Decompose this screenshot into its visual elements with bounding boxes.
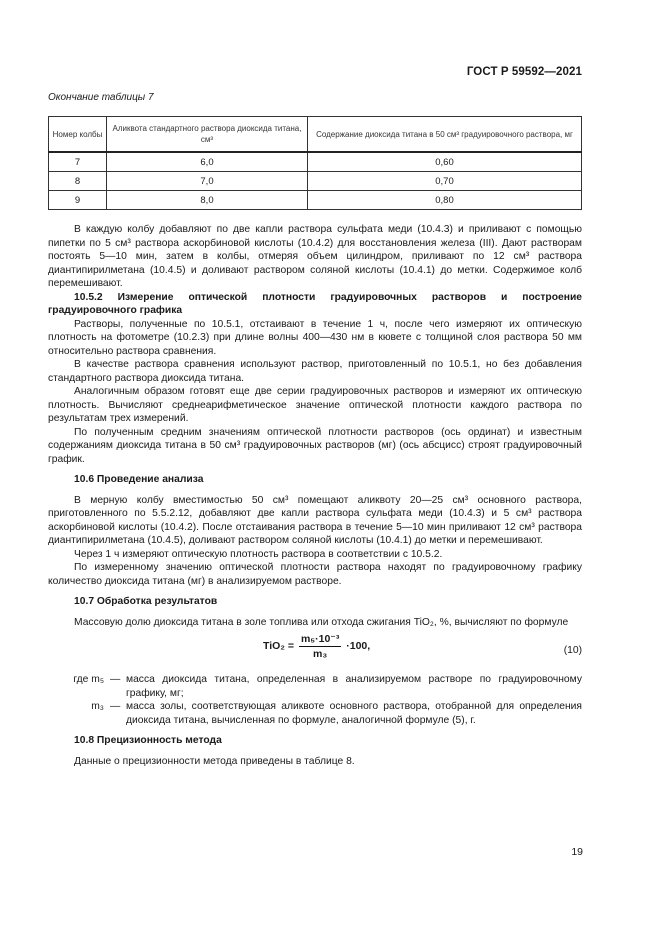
table-7 [48, 116, 582, 210]
formula-lhs: TiO₂ = [263, 639, 295, 652]
where-text: масса диоксида титана, определенная в анализируемом растворе по градуировочному графику, мг; [126, 674, 582, 699]
paragraph: Аналогичным образом готовят еще две серии градуировочных растворов и измеряют их оптическую плотность. Вычисляют среднеарифметическое значение оптической плотности каждого раствора по результатам трех измерений. [48, 386, 582, 424]
table-cell: 8 [49, 172, 107, 191]
where-text: масса золы, соответствующая аликвоте основного раствора, отобранной для определения диоксида титана, вычисленная по формуле, аналогичной формуле (5), г. [126, 701, 582, 726]
table-caption: Окончание таблицы 7 [48, 92, 154, 103]
paragraph: В каждую колбу добавляют по две капли раствора сульфата меди (10.4.3) и приливают с помощью пипетки по 5 см³ раствора аскорбиновой кислоты (10.4.2) для восстановления железа (III). Дают растворам постоять 5—10 мин, затем в колбы, отмеряя объем цилиндром, приливают по 12 см³ раствора диантипирилметана (10.4.5) и доливают раствором соляной кислоты (10.4.1) до метки. Содержимое колб перемешивают. [48, 224, 582, 289]
formula-rhs: ·100, [346, 639, 371, 652]
table-cell: 9 [49, 191, 107, 210]
formula-numerator: m₅·10⁻³ [300, 633, 340, 645]
paragraph: Растворы, полученные по 10.5.1, отстаивают в течение 1 ч, после чего измеряют их оптическую плотность на фотометре (10.2.3) при длине волны 400—430 нм в кювете с толщиной слоя раствора 50 мм относительно раствора сравнения. [48, 318, 582, 357]
table-cell: 8,0 [107, 191, 308, 210]
table-row [49, 172, 582, 191]
table-row [49, 152, 582, 172]
section-heading-10-7: 10.7 Обработка результатов [74, 596, 218, 607]
paragraph: Массовую долю диоксида титана в золе топлива или отхода сжигания TiO₂, %, вычисляют по формуле [74, 616, 569, 628]
paragraph: В качестве раствора сравнения используют раствор, приготовленный по 10.5.1, но без добавления стандартного раствора диоксида титана. [48, 359, 582, 384]
where-symbol: где m₅ [73, 674, 104, 685]
standard-number: ГОСТ Р 59592—2021 [466, 66, 582, 78]
paragraph: По полученным средним значениям оптической плотности растворов (ось ординат) и известным содержаниям диоксида титана в 50 см³ градуировочных растворов (мг) (ось абсцисс) строят градуировочный график. [48, 426, 582, 465]
paragraph: Данные о прецизионности метода приведены в таблице 8. [74, 755, 355, 767]
table-cell: 0,70 [308, 172, 582, 191]
where-dash: — [110, 701, 121, 712]
table-row [49, 191, 582, 210]
page-number: 19 [571, 846, 583, 858]
paragraph: В мерную колбу вместимостью 50 см³ помещают аликвоту 20—25 см³ основного раствора, приготовленного по 5.5.2.12, добавляют две капли раствора сульфата меди (10.4.3) и 5 см³ раствора аскорбиновой кислоты (10.4.2). После отстаивания раствора в течение 5—10 мин приливают 12 см³ раствора диантипирилметана (10.4.5), доливают раствором соляной кислоты (10.4.1) до метки и перемешивают. [48, 494, 582, 546]
table-cell: 0,80 [308, 191, 582, 210]
paragraph: Через 1 ч измеряют оптическую плотность раствора в соответствии с 10.5.2. [74, 548, 443, 560]
table-cell: 7,0 [107, 172, 308, 191]
formula-denominator: m₃ [313, 648, 328, 660]
table-cell: 6,0 [107, 152, 308, 172]
formula-10 [48, 629, 582, 673]
col-header-aliquot: Аликвота стандартного раствора диоксида титана, см³ [107, 117, 308, 153]
where-item [48, 673, 582, 700]
section-heading-10-6: 10.6 Проведение анализа [74, 474, 204, 485]
formula-fraction [299, 632, 341, 661]
table-cell: 7 [49, 152, 107, 172]
col-header-flask: Номер колбы [49, 117, 107, 153]
where-dash: — [110, 674, 121, 685]
section-heading-10-8: 10.8 Прецизионность метода [74, 735, 222, 746]
formula [263, 632, 370, 661]
col-header-content: Содержание диоксида титана в 50 см³ градуировочного раствора, мг [308, 117, 582, 153]
section-heading-10-5-2: 10.5.2 Измерение оптической плотности градуировочных растворов и построение градуировочного графика [48, 291, 582, 316]
where-item [48, 700, 582, 727]
document-body [48, 223, 582, 768]
formula-number: (10) [563, 645, 582, 656]
where-symbol: m₃ [91, 701, 104, 712]
table-header-row [49, 117, 582, 153]
table-cell: 0,60 [308, 152, 582, 172]
paragraph: По измеренному значению оптической плотности раствора находят по градуировочному графику количество диоксида титана (мг) в анализируемом растворе. [48, 562, 582, 587]
